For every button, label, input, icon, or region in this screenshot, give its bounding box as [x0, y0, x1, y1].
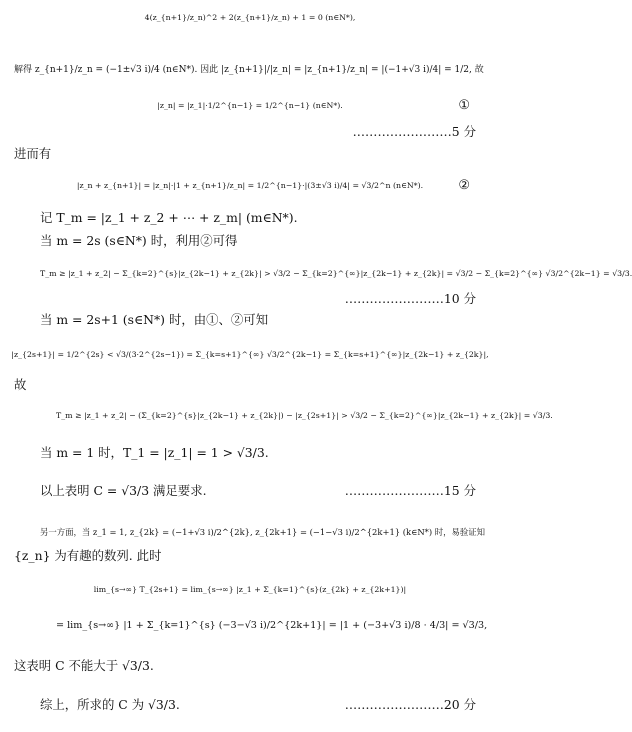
equation-odd-bound: T_m ≥ |z_1 + z_2| − (Σ_{k=2}^{s}|z_{2k−1} + z_{2k}|) − |z_{2s+1}| > √3/2 − Σ_{k=2}^{∞}|z_{2k−1} + z_{2k}| = √3/3. [56, 411, 553, 420]
text-solve-ratio: 解得 z_{n+1}/z_n = (−1±√3 i)/4 (n∈N*). 因此 |z_{n+1}|/|z_n| = |z_{n+1}/z_n| = |(−1+√3 i)/4| = 1/2, 故 [14, 65, 484, 75]
score-10: ……………………10 分 [344, 291, 476, 306]
score-20: ……………………20 分 [344, 697, 476, 712]
text-further: 进而有 [14, 146, 52, 161]
text-case-even: 当 m = 2s (s∈N*) 时，利用②可得 [40, 233, 238, 248]
equation-limit-2: = lim_{s→∞} |1 + Σ_{k=1}^{s} (−3−√3 i)/2^{2k+1}| = |1 + (−3+√3 i)/8 · 4/3| = √3/3, [56, 620, 488, 631]
text-therefore: 故 [14, 377, 27, 392]
score-5: ……………………5 分 [352, 124, 476, 139]
equation-limit-1: lim_{s→∞} T_{2s+1} = lim_{s→∞} |z_1 + Σ_{k=1}^{s}(z_{2k} + z_{2k+1})| [93, 585, 407, 594]
equation-modulus: |z_n| = |z_1|·1/2^{n−1} = 1/2^{n−1} (n∈N*). [157, 101, 343, 110]
text-conclusion: 综上，所求的 C 为 √3/3. [40, 697, 180, 712]
text-c-not-larger: 这表明 C 不能大于 √3/3. [14, 658, 154, 673]
score-15: ……………………15 分 [344, 483, 476, 498]
marker-two: ② [458, 178, 470, 193]
equation-odd-term: |z_{2s+1}| = 1/2^{2s} < √3/(3·2^{2s−1}) = Σ_{k=s+1}^{∞} √3/2^{2k−1} = Σ_{k=s+1}^{∞}|z_{2k−1} + z_{2k}|, [11, 350, 489, 359]
text-c-satisfies: 以上表明 C = √3/3 满足要求. [40, 483, 207, 498]
text-interesting-sequence: {z_n} 为有趣的数列. 此时 [14, 548, 162, 563]
text-case-one: 当 m = 1 时，T_1 = |z_1| = 1 > √3/3. [40, 445, 269, 460]
marker-one: ① [458, 98, 470, 113]
text-define-tm: 记 T_m = |z_1 + z_2 + ⋯ + z_m| (m∈N*). [40, 210, 298, 225]
equation-pair-sum: |z_n + z_{n+1}| = |z_n|·|1 + z_{n+1}/z_n| = 1/2^{n−1}·|(3±√3 i)/4| = √3/2^n (n∈N*). [76, 181, 424, 190]
equation-recurrence: 4(z_{n+1}/z_n)^2 + 2(z_{n+1}/z_n) + 1 = 0 (n∈N*), [144, 13, 356, 22]
text-other-hand: 另一方面，当 z_1 = 1, z_{2k} = (−1+√3 i)/2^{2k}, z_{2k+1} = (−1−√3 i)/2^{2k+1} (k∈N*) 时，易验证知 [40, 527, 486, 537]
text-case-odd: 当 m = 2s+1 (s∈N*) 时，由①、②可知 [40, 312, 269, 327]
equation-even-bound: T_m ≥ |z_1 + z_2| − Σ_{k=2}^{s}|z_{2k−1} + z_{2k}| > √3/2 − Σ_{k=2}^{∞}|z_{2k−1} + z_{2k}| = √3/2 − Σ_{k=2}^{∞} √3/2^{2k−1} = √3/3. [40, 269, 632, 278]
